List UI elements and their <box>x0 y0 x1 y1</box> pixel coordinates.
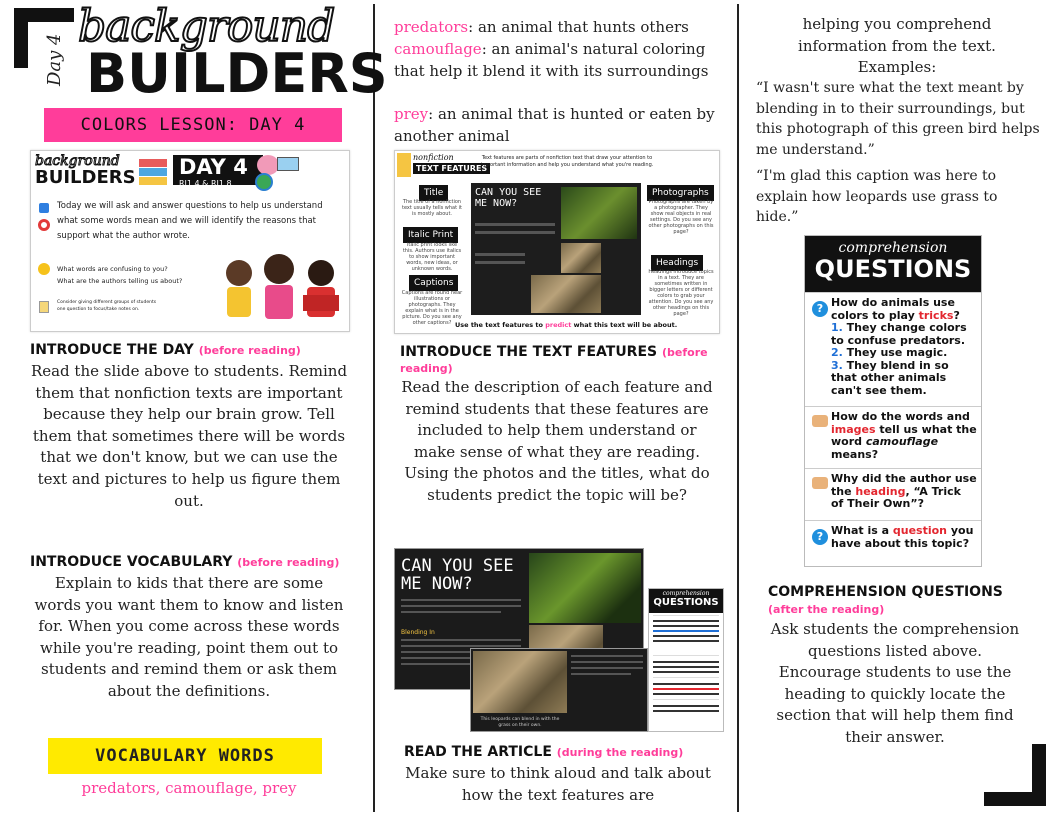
introduce-vocabulary-heading: INTRODUCE VOCABULARY (before reading) <box>30 554 340 570</box>
cq-card-heading: QUESTIONS <box>814 255 972 283</box>
read-article-body: Make sure to think aloud and talk about how the text features are <box>405 764 711 804</box>
introduce-vocabulary-tag: (before reading) <box>237 556 340 569</box>
slide-brand-top: background <box>35 153 120 169</box>
tf-title-label: Title <box>419 185 448 201</box>
tf-captions-label: Captions <box>409 275 458 291</box>
lightbulb-icon <box>38 263 50 275</box>
tf-footer: Use the text features to predict what this text will be about. <box>455 321 678 329</box>
tf-intro: Text features are parts of nonfiction text that draw your attention to important information and help you understand what you're reading. <box>480 155 654 168</box>
slide-question-1: What words are confusing to you? <box>57 265 168 273</box>
day-slide <box>30 150 350 332</box>
cq-question-3: Why did the author use the heading, “A Trick of Their Own”? <box>805 468 981 520</box>
introduce-text-features-body: Read the description of each feature and remind students that these features are included to help them understand or make sense of what they are reading. Using the photos and the titles, what do students predict the topic will be? <box>401 378 713 504</box>
slide-objective: Today we will ask and answer questions to help us understand what some words mean and we will identify the reasons that support what the author wrote. <box>57 201 323 241</box>
introduce-day-tag: (before reading) <box>198 344 301 357</box>
vocabulary-words-banner <box>48 738 322 774</box>
mini-questions-card <box>648 588 724 732</box>
example-1: “I wasn't sure what the text meant by blending in to their surroundings, but this photograph of this green bird helps me understand.” <box>756 80 1040 158</box>
corner-bracket-bottom-right <box>984 744 1046 806</box>
tf-photo-animals <box>561 243 601 273</box>
tf-headings-label: Headings <box>651 255 703 271</box>
tf-photographs-label: Photographs <box>647 185 714 201</box>
title-background: background <box>78 1 335 52</box>
question-icon: ? <box>812 529 828 545</box>
lesson-banner <box>44 108 342 142</box>
comprehension-questions-body: Ask students the comprehension questions listed above. Encourage students to use the heading to quickly locate the section that will help them find their answer. <box>770 620 1020 746</box>
cq-question-4: ? What is a question you have about this topic? <box>805 520 981 566</box>
screen-icon <box>277 157 299 171</box>
brain-icon <box>257 155 279 175</box>
slide-brand-bottom: BUILDERS <box>35 167 136 188</box>
comprehension-questions-tag-wrap <box>768 601 884 617</box>
text-features-slide <box>394 150 720 334</box>
lesson-banner-text: COLORS LESSON: DAY 4 <box>80 115 306 135</box>
cq-question-1: ? How do animals use colors to play tricks? 1. They change colors to confuse predators. 2. They use magic. 3. They blend in so that other animals can't see them. <box>805 292 981 406</box>
tf-heading: TEXT FEATURES <box>413 163 490 174</box>
read-article-heading: READ THE ARTICLE (during the reading) <box>404 744 684 760</box>
note-icon <box>39 301 49 313</box>
kids-reading-illustration <box>217 251 347 331</box>
cq-card-brand: comprehension <box>838 240 948 256</box>
mini-card-brand: comprehension <box>662 590 710 597</box>
cq-card-header <box>805 236 981 292</box>
slide-note: Consider giving different groups of students one question to focus/take notes on. <box>57 300 157 312</box>
introduce-text-features-heading: INTRODUCE THE TEXT FEATURES (before reading) <box>400 344 708 375</box>
mini-card-heading: QUESTIONS <box>653 597 719 608</box>
day-vertical-label: Day 4 <box>44 33 65 86</box>
tf-headings-desc: Headings introduce topics in a text. They are sometimes written in bigger letters or different colors to grab your attention. Do you see any other headings on this page? <box>648 269 714 317</box>
comprehension-questions-heading: COMPREHENSION QUESTIONS <box>768 584 1003 600</box>
tf-photographs-desc: Photographs are taken by a photographer. They show real objects in real settings. Do you see any other photographs on this page? <box>648 199 714 235</box>
globe-icon <box>255 173 273 191</box>
introduce-day-body: Read the slide above to students. Remind them that nonfiction texts are important because they help our brain grow. Tell them that sometimes there will be words that we don't know, but we can use the text and pictures to help us figure them out. <box>30 362 348 510</box>
introduce-day-heading: INTRODUCE THE DAY (before reading) <box>30 342 301 358</box>
hands-icon <box>812 477 828 489</box>
slide-standards: RI1.4 & RI1.8 <box>179 179 232 188</box>
read-article-tag: (during the reading) <box>556 746 684 759</box>
examples-label: Examples: <box>857 58 937 76</box>
slide-day: DAY 4 <box>179 155 248 179</box>
article-slide-title: CAN YOU SEE ME NOW? <box>401 556 514 594</box>
tf-article-thumbnail <box>471 183 641 315</box>
tf-italic-desc: Italic print looks like this. Authors use italics to show important words, new ideas, or unknown words. <box>402 242 462 272</box>
introduce-vocabulary-body: Explain to kids that there are some words you want them to know and listen for. When you come across these words while you're reading, point them out to students and remind them or ask them about the definitions. <box>34 574 344 700</box>
tf-photo-bird <box>561 187 637 239</box>
article-photo-grass <box>473 651 567 713</box>
continued-body: helping you comprehend information from the text. <box>798 15 996 55</box>
comprehension-questions-card <box>804 235 982 567</box>
column-divider-1 <box>373 4 375 812</box>
vocabulary-list: predators, camouflage, prey <box>81 779 297 797</box>
tf-article-title: CAN YOU SEE ME NOW? <box>475 187 542 209</box>
vocabulary-words-banner-text: VOCABULARY WORDS <box>95 746 275 766</box>
example-2: “I'm glad this caption was here to explain how leopards use grass to hide.” <box>756 168 998 225</box>
article-slide-2 <box>470 648 648 732</box>
article-caption: This leopards can blend in with the grass on their own. <box>480 717 560 728</box>
hands-icon <box>812 415 828 427</box>
books-icon <box>139 159 167 185</box>
term-camouflage: camouflage: an animal's natural coloring that help it blend it with its surroundings <box>394 40 709 80</box>
title-builders: BUILDERS <box>86 42 388 105</box>
introduce-text-features-tag: (before reading) <box>400 346 708 375</box>
chat-icon <box>39 203 49 213</box>
tf-title-desc: The title of a nonfiction text usually tells what it is mostly about. <box>401 199 463 217</box>
tf-photo-leopard <box>531 275 601 313</box>
target-icon <box>38 219 50 231</box>
tf-captions-desc: Captions are found near illustrations or photographs. They explain what is in the picture. Do you see any other captions? <box>401 290 463 326</box>
tf-italic-label: Italic Print <box>403 227 458 243</box>
cq-question-2: How do the words and images tell us what the word camouflage means? <box>805 406 981 468</box>
column-divider-2 <box>737 4 739 812</box>
article-subhead: Blending In <box>401 629 435 636</box>
question-icon: ? <box>812 301 828 317</box>
term-prey: prey: an animal that is hunted or eaten by another animal <box>394 105 715 145</box>
article-photo-bird <box>529 553 641 623</box>
term-predators: predators: an animal that hunts others <box>394 18 689 36</box>
tf-brand: nonfiction <box>413 153 454 162</box>
comprehension-questions-tag: (after the reading) <box>768 603 885 616</box>
slide-question-2: What are the authors telling us about? <box>57 277 183 285</box>
